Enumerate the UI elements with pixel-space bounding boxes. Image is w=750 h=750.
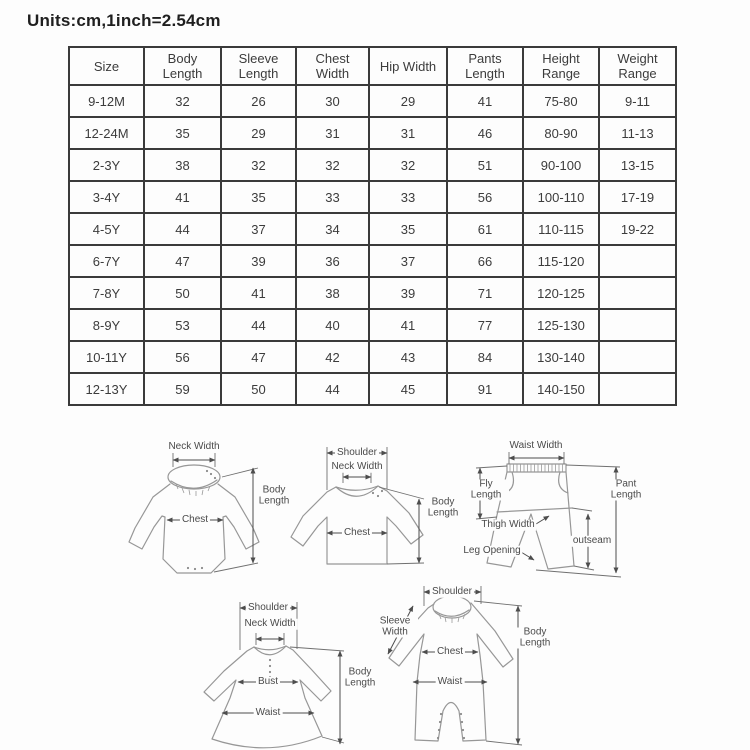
column-header: Weight Range — [599, 47, 676, 85]
header-row — [69, 47, 676, 85]
pants-thigh-width-label: Thigh Width — [481, 518, 535, 530]
table-cell: 50 — [221, 373, 296, 405]
column-header: Sleeve Length — [221, 47, 296, 85]
table-cell: 44 — [144, 213, 221, 245]
table-cell: 19-22 — [599, 213, 676, 245]
table-cell: 84 — [447, 341, 523, 373]
romper-body-length-label: Body Length — [512, 628, 558, 649]
table-cell: 33 — [296, 181, 369, 213]
table-cell: 43 — [369, 341, 447, 373]
shirt-neck-width-label: Neck Width — [331, 460, 383, 472]
table-cell: 9-11 — [599, 85, 676, 117]
table-row — [69, 149, 676, 181]
table-cell: 120-125 — [523, 277, 599, 309]
romper-shoulder-label: Shoulder — [431, 585, 473, 597]
table-cell: 12-13Y — [69, 373, 144, 405]
dress-bust-label: Bust — [257, 675, 279, 687]
table-cell: 41 — [369, 309, 447, 341]
romper-sleeve-width-label: Sleeve Width — [372, 617, 418, 638]
table-cell: 90-100 — [523, 149, 599, 181]
table-cell: 29 — [221, 117, 296, 149]
table-cell: 56 — [144, 341, 221, 373]
table-cell: 32 — [144, 85, 221, 117]
table-row — [69, 213, 676, 245]
table-row — [69, 373, 676, 405]
table-cell: 10-11Y — [69, 341, 144, 373]
table-row — [69, 277, 676, 309]
table-cell: 110-115 — [523, 213, 599, 245]
table-cell: 39 — [369, 277, 447, 309]
table-cell: 44 — [296, 373, 369, 405]
table-cell: 38 — [296, 277, 369, 309]
table-cell: 32 — [369, 149, 447, 181]
pants-waist-width-label: Waist Width — [509, 439, 563, 451]
table-cell: 41 — [447, 85, 523, 117]
table-row — [69, 117, 676, 149]
measurement-diagrams — [0, 420, 750, 750]
table-cell: 100-110 — [523, 181, 599, 213]
bodysuit-body-length-label: Body Length — [258, 484, 290, 506]
table-cell: 41 — [221, 277, 296, 309]
table-cell: 59 — [144, 373, 221, 405]
table-cell: 41 — [144, 181, 221, 213]
table-cell: 45 — [369, 373, 447, 405]
table-cell: 130-140 — [523, 341, 599, 373]
dress-shoulder-label: Shoulder — [247, 601, 289, 613]
column-header: Hip Width — [369, 47, 447, 85]
table-cell: 35 — [144, 117, 221, 149]
table-cell — [599, 245, 676, 277]
table-cell: 35 — [369, 213, 447, 245]
table-cell: 17-19 — [599, 181, 676, 213]
table-cell: 8-9Y — [69, 309, 144, 341]
units-note: Units:cm,1inch=2.54cm — [27, 11, 221, 30]
table-cell: 37 — [369, 245, 447, 277]
table-cell: 44 — [221, 309, 296, 341]
table-cell: 75-80 — [523, 85, 599, 117]
table-cell: 40 — [296, 309, 369, 341]
table-cell: 9-12M — [69, 85, 144, 117]
table-cell: 46 — [447, 117, 523, 149]
table-cell: 50 — [144, 277, 221, 309]
table-cell: 26 — [221, 85, 296, 117]
bodysuit-neck-width-label: Neck Width — [168, 440, 220, 452]
table-cell: 47 — [221, 341, 296, 373]
table-cell: 61 — [447, 213, 523, 245]
table-cell: 36 — [296, 245, 369, 277]
shirt-shoulder-label: Shoulder — [336, 446, 378, 458]
bodysuit-chest-label: Chest — [181, 513, 209, 525]
table-cell: 37 — [221, 213, 296, 245]
dress-body-length-label: Body Length — [344, 666, 376, 688]
size-table — [68, 46, 677, 406]
table-cell: 29 — [369, 85, 447, 117]
table-row — [69, 85, 676, 117]
table-cell: 34 — [296, 213, 369, 245]
table-cell: 3-4Y — [69, 181, 144, 213]
table-cell: 35 — [221, 181, 296, 213]
romper-chest-label: Chest — [436, 645, 464, 657]
table-row — [69, 309, 676, 341]
table-cell: 51 — [447, 149, 523, 181]
table-cell: 31 — [369, 117, 447, 149]
table-cell: 12-24M — [69, 117, 144, 149]
column-header: Height Range — [523, 47, 599, 85]
table-cell: 56 — [447, 181, 523, 213]
dress-neck-width-label: Neck Width — [244, 617, 296, 629]
table-row — [69, 341, 676, 373]
pants-diagram — [476, 452, 621, 577]
table-cell: 39 — [221, 245, 296, 277]
dress-waist-label: Waist — [255, 706, 281, 718]
table-row — [69, 245, 676, 277]
table-cell: 91 — [447, 373, 523, 405]
table-cell: 6-7Y — [69, 245, 144, 277]
table-cell: 31 — [296, 117, 369, 149]
table-cell: 32 — [221, 149, 296, 181]
table-cell: 77 — [447, 309, 523, 341]
table-cell: 115-120 — [523, 245, 599, 277]
table-cell: 140-150 — [523, 373, 599, 405]
table-cell: 125-130 — [523, 309, 599, 341]
column-header: Size — [69, 47, 144, 85]
column-header: Pants Length — [447, 47, 523, 85]
shirt-body-length-label: Body Length — [427, 496, 459, 518]
shirt-chest-label: Chest — [343, 526, 371, 538]
table-cell: 13-15 — [599, 149, 676, 181]
romper-waist-label: Waist — [437, 675, 463, 687]
table-row — [69, 181, 676, 213]
table-cell: 53 — [144, 309, 221, 341]
romper-diagram — [388, 586, 522, 745]
table-cell: 7-8Y — [69, 277, 144, 309]
table-cell: 2-3Y — [69, 149, 144, 181]
table-cell: 33 — [369, 181, 447, 213]
table-cell — [599, 309, 676, 341]
column-header: Chest Width — [296, 47, 369, 85]
table-cell — [599, 373, 676, 405]
table-cell — [599, 341, 676, 373]
table-cell: 42 — [296, 341, 369, 373]
table-cell: 66 — [447, 245, 523, 277]
column-header: Body Length — [144, 47, 221, 85]
table-cell: 71 — [447, 277, 523, 309]
table-cell: 32 — [296, 149, 369, 181]
table-cell — [599, 277, 676, 309]
pants-fly-length-label: Fly Length — [463, 480, 509, 501]
table-cell: 11-13 — [599, 117, 676, 149]
pants-leg-opening-label: Leg Opening — [463, 544, 521, 556]
table-cell: 4-5Y — [69, 213, 144, 245]
table-cell: 30 — [296, 85, 369, 117]
table-cell: 80-90 — [523, 117, 599, 149]
pants-pant-length-label: Pant Length — [603, 480, 649, 501]
pants-outseam-label: outseam — [572, 534, 612, 546]
table-cell: 47 — [144, 245, 221, 277]
table-cell: 38 — [144, 149, 221, 181]
